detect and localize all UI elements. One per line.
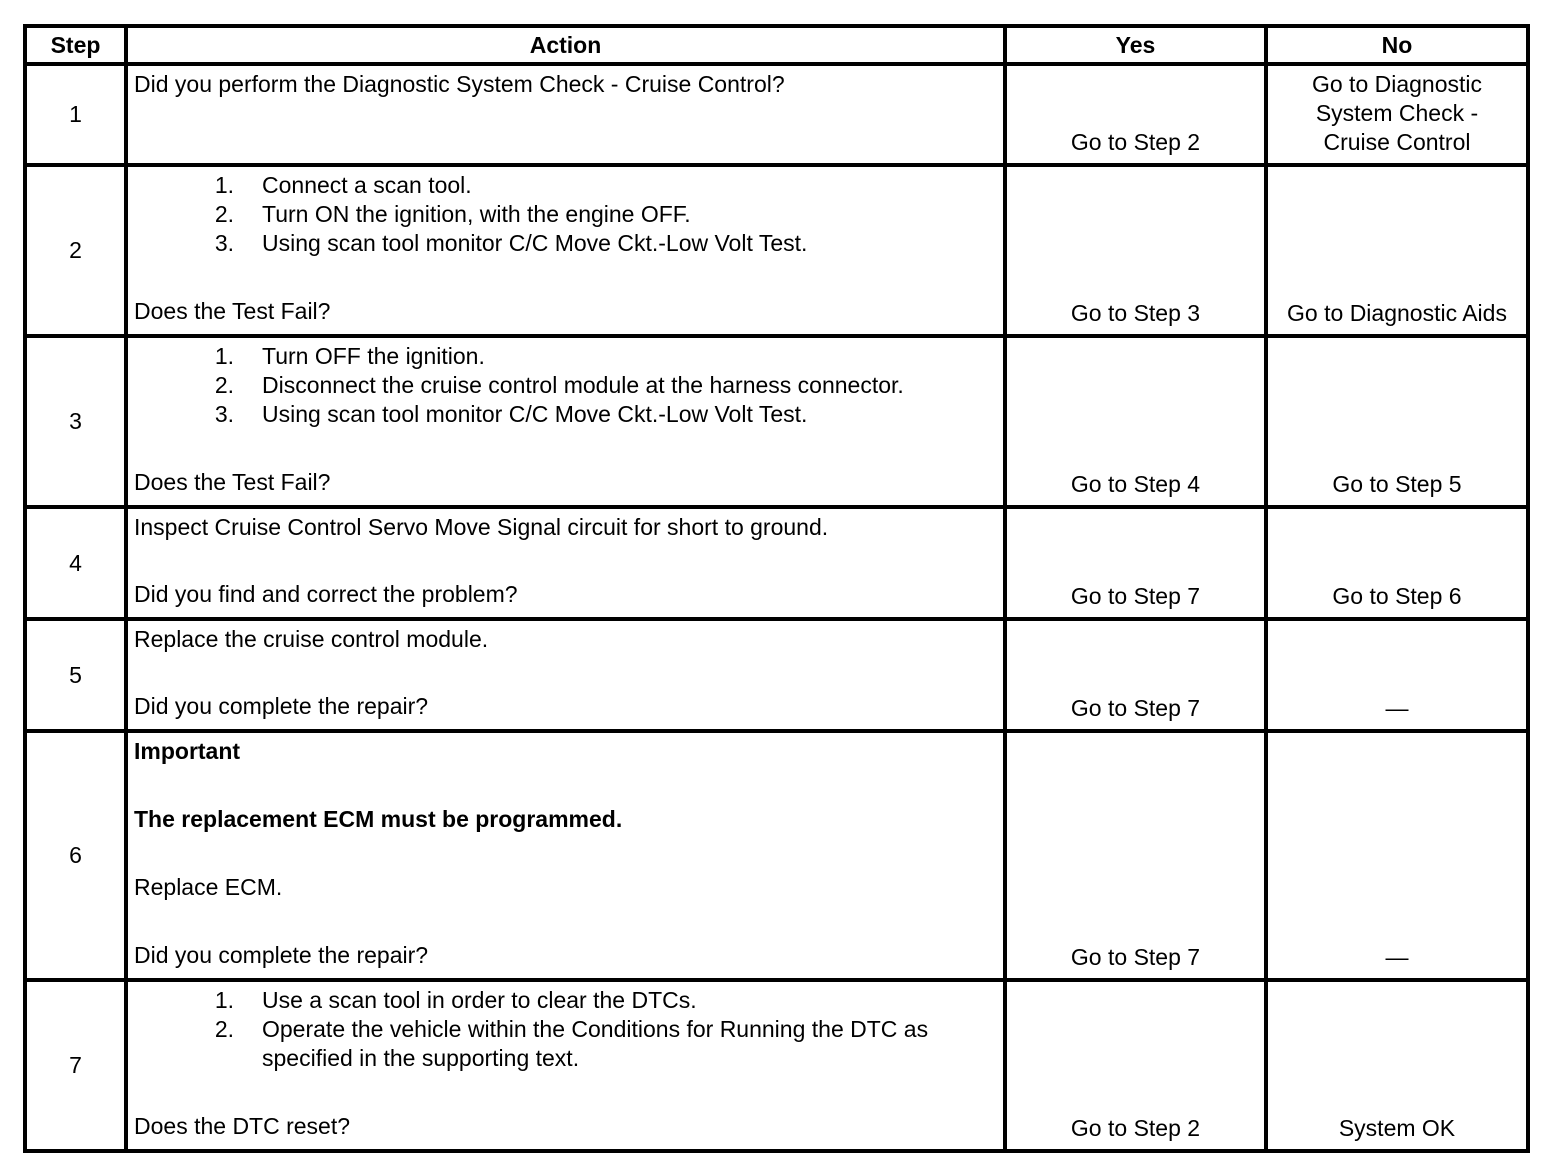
- table-row: [25, 619, 1528, 731]
- step-text: Turn ON the ignition, with the engine OFF.: [262, 201, 691, 227]
- no-cell: System OK: [1266, 980, 1528, 1151]
- yes-cell: Go to Step 2: [1005, 64, 1266, 165]
- step-number: 5: [25, 619, 126, 731]
- action-step: [134, 342, 997, 371]
- step-text: Using scan tool monitor C/C Move Ckt.-Low Volt Test.: [262, 401, 808, 427]
- step-index: 2.: [214, 201, 234, 227]
- no-line: System Check -: [1315, 100, 1479, 126]
- yes-cell: Go to Step 4: [1005, 336, 1266, 507]
- table-row: [25, 165, 1528, 336]
- step-text: Using scan tool monitor C/C Move Ckt.-Low Volt Test.: [262, 230, 808, 256]
- important-note: The replacement ECM must be programmed.: [134, 806, 623, 832]
- table-row: [25, 64, 1528, 165]
- step-text: Operate the vehicle within the Conditions for Running the DTC as specified in the supporting text.: [262, 1016, 929, 1071]
- yes-cell: Go to Step 3: [1005, 165, 1266, 336]
- step-index: 1.: [214, 172, 234, 198]
- step-number: 3: [25, 336, 126, 507]
- action-cell: [126, 165, 1005, 336]
- action-steps: [134, 342, 997, 429]
- action-step: [134, 371, 997, 400]
- action-question: Does the DTC reset?: [134, 1113, 351, 1139]
- table-row: [25, 507, 1528, 619]
- action-cell: [126, 980, 1005, 1151]
- action-question: Did you complete the repair?: [134, 942, 429, 968]
- action-cell: [126, 731, 1005, 980]
- action-steps: [134, 986, 997, 1073]
- action-step: [134, 229, 997, 258]
- yes-cell: Go to Step 7: [1005, 507, 1266, 619]
- action-instruction: Replace the cruise control module.: [134, 626, 489, 652]
- action-question: Does the Test Fail?: [134, 469, 331, 495]
- action-question: Did you perform the Diagnostic System Check - Cruise Control?: [134, 71, 785, 97]
- no-cell: —: [1266, 619, 1528, 731]
- action-cell: [126, 336, 1005, 507]
- action-step: [134, 171, 997, 200]
- no-line: Cruise Control: [1323, 129, 1471, 155]
- action-cell: [126, 507, 1005, 619]
- header-action: Action: [126, 26, 1005, 64]
- header-no: No: [1266, 26, 1528, 64]
- step-number: 2: [25, 165, 126, 336]
- step-number: 7: [25, 980, 126, 1151]
- action-step: [134, 1015, 997, 1073]
- step-number: 6: [25, 731, 126, 980]
- step-index: 3.: [214, 230, 234, 256]
- diagnostic-table: [23, 24, 1530, 1153]
- step-number: 1: [25, 64, 126, 165]
- action-question: Did you find and correct the problem?: [134, 581, 518, 607]
- step-text: Turn OFF the ignition.: [262, 343, 485, 369]
- step-text: Disconnect the cruise control module at the harness connector.: [262, 372, 904, 398]
- step-index: 2.: [214, 372, 234, 398]
- header-step: Step: [25, 26, 126, 64]
- action-step: [134, 200, 997, 229]
- step-number: 4: [25, 507, 126, 619]
- action-cell: [126, 64, 1005, 165]
- action-instruction: Inspect Cruise Control Servo Move Signal circuit for short to ground.: [134, 514, 829, 540]
- no-cell: Go to Diagnostic Aids: [1266, 165, 1528, 336]
- no-cell: —: [1266, 731, 1528, 980]
- action-question: Did you complete the repair?: [134, 693, 429, 719]
- header-yes: Yes: [1005, 26, 1266, 64]
- table-row: [25, 731, 1528, 980]
- table-row: [25, 980, 1528, 1151]
- step-index: 2.: [214, 1016, 234, 1042]
- action-instruction: Replace ECM.: [134, 874, 283, 900]
- step-index: 3.: [214, 401, 234, 427]
- table-row: [25, 336, 1528, 507]
- no-line: Go to Diagnostic: [1311, 71, 1483, 97]
- yes-cell: Go to Step 7: [1005, 731, 1266, 980]
- no-cell: [1266, 64, 1528, 165]
- no-cell: Go to Step 5: [1266, 336, 1528, 507]
- action-step: [134, 400, 997, 429]
- yes-cell: Go to Step 7: [1005, 619, 1266, 731]
- action-step: [134, 986, 997, 1015]
- yes-cell: Go to Step 2: [1005, 980, 1266, 1151]
- header-row: [25, 26, 1528, 64]
- important-heading: Important: [134, 738, 241, 764]
- no-cell: Go to Step 6: [1266, 507, 1528, 619]
- action-steps: [134, 171, 997, 258]
- action-cell: [126, 619, 1005, 731]
- action-question: Does the Test Fail?: [134, 298, 331, 324]
- step-text: Use a scan tool in order to clear the DTCs.: [262, 987, 697, 1013]
- step-index: 1.: [214, 987, 234, 1013]
- step-text: Connect a scan tool.: [262, 172, 472, 198]
- step-index: 1.: [214, 343, 234, 369]
